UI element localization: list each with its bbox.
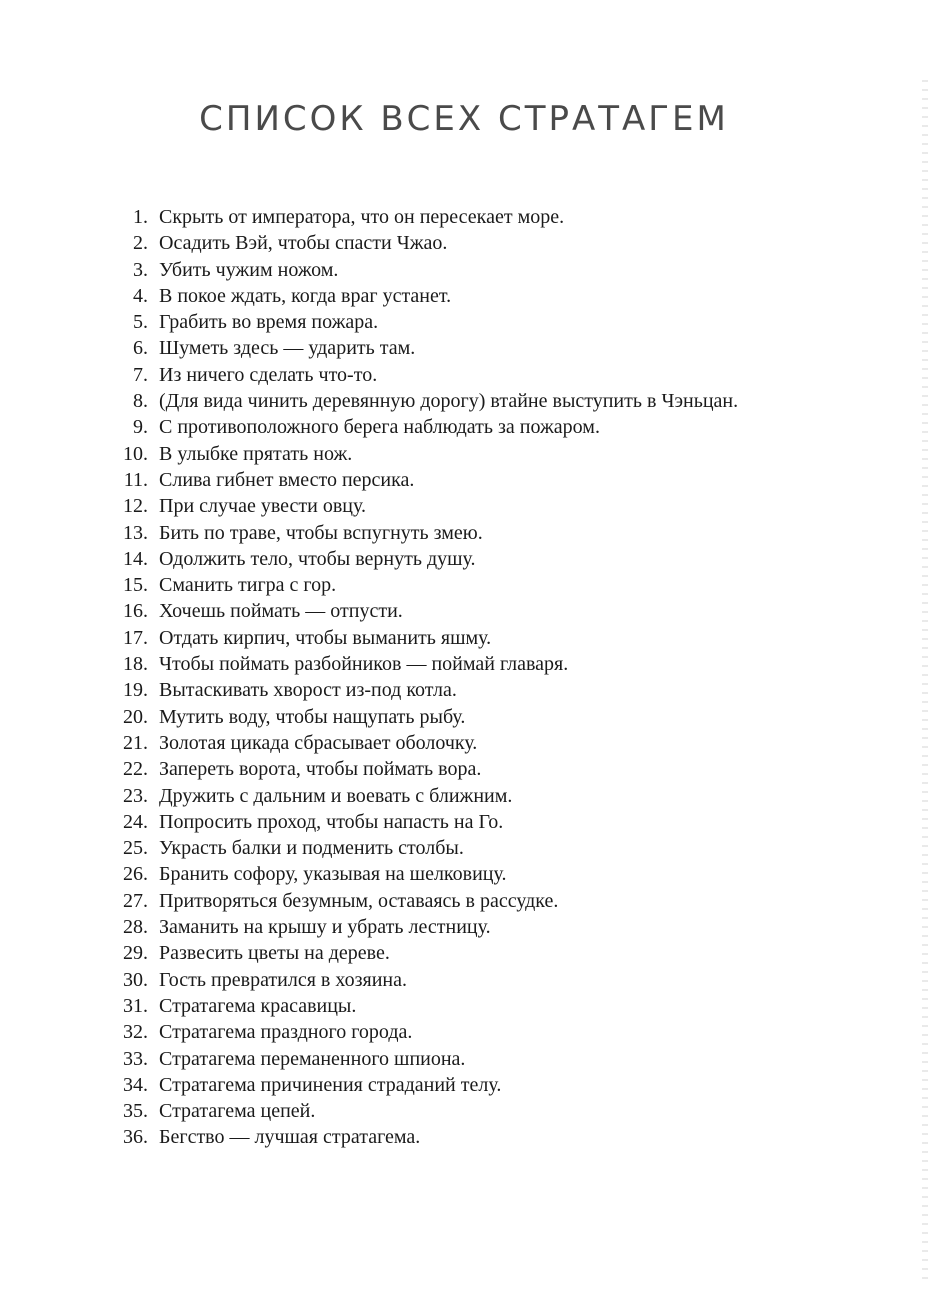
list-item [110, 1046, 738, 1072]
item-number: 25. [123, 837, 148, 860]
item-text: Золотая цикада сбрасывает оболочку. [159, 731, 478, 754]
item-number: 13. [123, 521, 148, 544]
list-item [110, 362, 738, 388]
item-text: Украсть балки и подменить столбы. [159, 837, 464, 860]
item-text: Бранить софору, указывая на шелковицу. [159, 863, 507, 886]
item-number: 4. [133, 284, 148, 307]
item-number: 30. [123, 968, 148, 991]
item-number: 17. [123, 626, 148, 649]
item-text: Осадить Вэй, чтобы спасти Чжао. [159, 232, 448, 255]
list-item [110, 861, 738, 887]
item-number: 36. [123, 1126, 148, 1149]
list-item [110, 572, 738, 598]
list-item [110, 388, 738, 414]
list-item [110, 809, 738, 835]
item-text: Бить по траве, чтобы вспугнуть змею. [159, 521, 483, 544]
item-number: 31. [123, 994, 148, 1017]
list-item [110, 598, 738, 624]
item-number: 9. [133, 416, 148, 439]
item-text: Заманить на крышу и убрать лестницу. [159, 916, 491, 939]
item-text: Притворяться безумным, оставаясь в рассудке. [159, 889, 559, 912]
list-item [110, 283, 738, 309]
item-number: 19. [123, 679, 148, 702]
item-text: Вытаскивать хворост из-под котла. [159, 679, 457, 702]
item-text: При случае увести овцу. [159, 495, 366, 518]
item-number: 32. [123, 1021, 148, 1044]
item-number: 8. [133, 390, 148, 413]
item-number: 6. [133, 337, 148, 360]
item-text: Грабить во время пожара. [159, 311, 379, 334]
item-number: 3. [133, 258, 148, 281]
item-number: 16. [123, 600, 148, 623]
item-number: 28. [123, 916, 148, 939]
item-text: Стратагема цепей. [159, 1100, 316, 1123]
item-number: 24. [123, 810, 148, 833]
item-number: 2. [133, 232, 148, 255]
list-item [110, 546, 738, 572]
list-item [110, 677, 738, 703]
list-item [110, 204, 738, 230]
item-number: 1. [133, 206, 148, 228]
item-number: 29. [123, 942, 148, 965]
list-item [110, 441, 738, 467]
item-text: С противоположного берега наблюдать за пожаром. [159, 416, 600, 439]
item-number: 20. [123, 705, 148, 728]
list-item [110, 835, 738, 861]
list-item [110, 335, 738, 361]
item-text: Сманить тигра с гор. [159, 574, 337, 597]
item-text: Дружить с дальним и воевать с ближним. [159, 784, 513, 807]
item-text: В покое ждать, когда враг устанет. [159, 284, 452, 307]
list-item [110, 888, 738, 914]
item-text: Стратагема красавицы. [159, 994, 357, 1017]
list-item [110, 309, 738, 335]
list-item [110, 1019, 738, 1045]
list-item [110, 704, 738, 730]
list-item [110, 940, 738, 966]
item-number: 23. [123, 784, 148, 807]
item-text: Чтобы поймать разбойников — поймай главаря. [159, 653, 569, 676]
item-text: Стратагема переманенного шпиона. [159, 1047, 466, 1070]
list-item [110, 783, 738, 809]
item-text: Скрыть от императора, что он пересекает море. [159, 206, 565, 228]
item-text: Бегство — лучшая стратагема. [159, 1126, 421, 1149]
list-item [110, 651, 738, 677]
list-item [110, 914, 738, 940]
item-text: Хочешь поймать — отпусти. [159, 600, 403, 623]
item-number: 26. [123, 863, 148, 886]
list-item [110, 493, 738, 519]
item-text: Отдать кирпич, чтобы выманить яшму. [159, 626, 492, 649]
list-item [110, 1124, 738, 1150]
item-text: Гость превратился в хозяина. [159, 968, 407, 991]
item-text: (Для вида чинить деревянную дорогу) втайне выступить в Чэньцан. [159, 390, 739, 413]
page-title: СПИСОК ВСЕХ СТРАТАГЕМ [199, 99, 729, 139]
item-text: Шуметь здесь — ударить там. [159, 337, 416, 360]
item-number: 5. [133, 311, 148, 334]
item-number: 14. [123, 547, 148, 570]
item-text: Мутить воду, чтобы нащупать рыбу. [159, 705, 466, 728]
list-item [110, 1098, 738, 1124]
item-number: 7. [133, 363, 148, 386]
item-number: 35. [123, 1100, 148, 1123]
item-text: Развесить цветы на дереве. [159, 942, 390, 965]
item-number: 21. [123, 731, 148, 754]
item-text: Запереть ворота, чтобы поймать вора. [159, 758, 482, 781]
list-item [110, 756, 738, 782]
item-text: Слива гибнет вместо персика. [159, 468, 415, 491]
item-text: Одолжить тело, чтобы вернуть душу. [159, 547, 476, 570]
list-item [110, 967, 738, 993]
list-item [110, 414, 738, 440]
list-item [110, 993, 738, 1019]
page-edge-marks [922, 80, 928, 1280]
item-text: Из ничего сделать что-то. [159, 363, 378, 386]
item-number: 22. [123, 758, 148, 781]
list-item [110, 730, 738, 756]
item-number: 33. [123, 1047, 148, 1070]
item-number: 11. [123, 468, 148, 491]
stratagem-list [110, 204, 738, 1151]
item-number: 27. [123, 889, 148, 912]
item-text: В улыбке прятать нож. [159, 442, 353, 465]
item-number: 10. [123, 442, 148, 465]
list-item [110, 625, 738, 651]
list-item [110, 230, 738, 256]
item-number: 12. [123, 495, 148, 518]
item-number: 15. [123, 574, 148, 597]
item-number: 18. [123, 653, 148, 676]
item-text: Стратагема праздного города. [159, 1021, 413, 1044]
item-text: Попросить проход, чтобы напасть на Го. [159, 810, 504, 833]
item-text: Убить чужим ножом. [159, 258, 339, 281]
list-item [110, 467, 738, 493]
item-text: Стратагема причинения страданий телу. [159, 1073, 502, 1096]
list-item [110, 1072, 738, 1098]
item-number: 34. [123, 1073, 148, 1096]
list-item [110, 520, 738, 546]
list-item [110, 257, 738, 283]
